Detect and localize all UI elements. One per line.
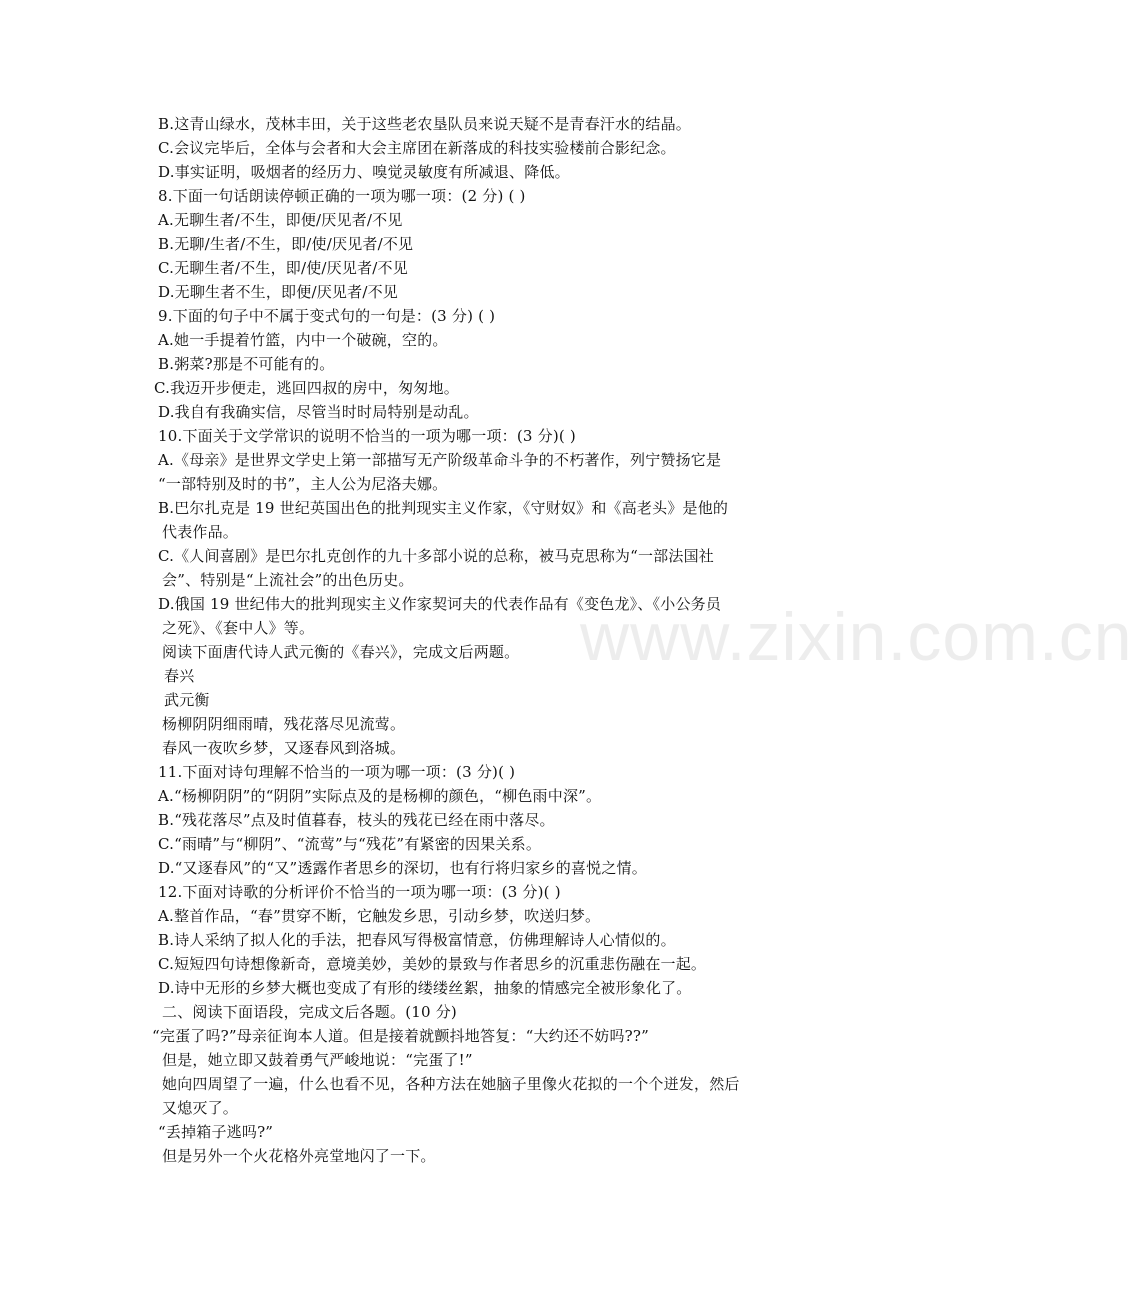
option-d: D.“又逐春风”的“又”透露作者思乡的深切，也有行将归家乡的喜悦之情。 bbox=[158, 859, 647, 877]
option-a: A.“杨柳阴阴”的“阴阴”实际点及的是杨柳的颜色，“柳色雨中深”。 bbox=[158, 787, 602, 805]
option-a: A.《母亲》是世界文学史上第一部描写无产阶级革命斗争的不朽著作，列宁赞扬它是 bbox=[158, 451, 722, 469]
option-b: B.“残花落尽”点及时值暮春，枝头的残花已经在雨中落尽。 bbox=[158, 811, 555, 829]
option-d: D.我自有我确实信，尽管当时时局特别是动乱。 bbox=[158, 403, 479, 421]
option-b: B.无聊/生者/不生，即/使/厌见者/不见 bbox=[158, 235, 414, 253]
text-line: D.事实证明，吸烟者的经历力、嗅觉灵敏度有所减退、降低。 bbox=[158, 163, 570, 181]
section-heading: 二、阅读下面语段，完成文后各题。(10 分) bbox=[162, 1003, 457, 1021]
poem-line: 杨柳阴阴细雨晴，残花落尽见流莺。 bbox=[162, 715, 406, 733]
option-a: A.无聊生者/不生，即便/厌见者/不见 bbox=[158, 211, 403, 229]
question-10: 10.下面关于文学常识的说明不恰当的一项为哪一项：(3 分)( ) bbox=[158, 427, 576, 445]
text-line: “一部特别及时的书”，主人公为尼洛夫娜。 bbox=[158, 475, 448, 493]
option-c: C.我迈开步便走，逃回四叔的房中，匆匆地。 bbox=[154, 379, 459, 397]
text-line: 会”、特别是“上流社会”的出色历史。 bbox=[162, 571, 414, 589]
passage-line: 但是另外一个火花格外亮堂地闪了一下。 bbox=[162, 1147, 436, 1165]
passage-line: 又熄灭了。 bbox=[162, 1099, 239, 1117]
poem-author: 武元衡 bbox=[164, 691, 210, 709]
option-c: C.无聊生者/不生，即/使/厌见者/不见 bbox=[158, 259, 408, 277]
question-11: 11.下面对诗句理解不恰当的一项为哪一项：(3 分)( ) bbox=[158, 763, 516, 781]
option-c: C.短短四句诗想像新奇，意境美妙，美妙的景致与作者思乡的沉重悲伤融在一起。 bbox=[158, 955, 707, 973]
passage-line: 但是，她立即又鼓着勇气严峻地说：“完蛋了!” bbox=[162, 1051, 473, 1069]
text-line: B.这青山绿水，茂林丰田，关于这些老农垦队员来说天疑不是青春汗水的结晶。 bbox=[158, 115, 691, 133]
option-d: D.俄国 19 世纪伟大的批判现实主义作家契诃夫的代表作品有《变色龙》、《小公务员 bbox=[158, 595, 722, 613]
reading-instruction: 阅读下面唐代诗人武元衡的《春兴》，完成文后两题。 bbox=[162, 643, 520, 661]
text-line: 之死》、《套中人》等。 bbox=[162, 619, 315, 637]
passage-line: “完蛋了吗?”母亲征询本人道。但是接着就颤抖地答复：“大约还不妨吗??” bbox=[152, 1027, 650, 1045]
option-d: D.诗中无形的乡梦大概也变成了有形的缕缕丝絮，抽象的情感完全被形象化了。 bbox=[158, 979, 692, 997]
option-b: B.巴尔扎克是 19 世纪英国出色的批判现实主义作家，《守财奴》和《高老头》是他的 bbox=[158, 499, 729, 517]
option-b: B.粥菜?那是不可能有的。 bbox=[158, 355, 335, 373]
option-b: B.诗人采纳了拟人化的手法，把春风写得极富情意，仿佛理解诗人心情似的。 bbox=[158, 931, 676, 949]
question-8: 8.下面一句话朗读停顿正确的一项为哪一项：(2 分) ( ) bbox=[158, 187, 526, 205]
text-line: C.会议完毕后，全体与会者和大会主席团在新落成的科技实验楼前合影纪念。 bbox=[158, 139, 676, 157]
poem-line: 春风一夜吹乡梦，又逐春风到洛城。 bbox=[162, 739, 406, 757]
option-c: C.“雨晴”与“柳阴”、“流莺”与“残花”有紧密的因果关系。 bbox=[158, 835, 542, 853]
question-9: 9.下面的句子中不属于变式句的一句是：(3 分) ( ) bbox=[158, 307, 496, 325]
option-d: D.无聊生者不生，即便/厌见者/不见 bbox=[158, 283, 398, 301]
option-a: A.她一手提着竹篮，内中一个破碗，空的。 bbox=[158, 331, 448, 349]
watermark: www.zixin.com.cn bbox=[580, 599, 1133, 675]
text-line: 代表作品。 bbox=[162, 523, 239, 541]
poem-title: 春兴 bbox=[164, 667, 195, 685]
passage-line: “丢掉箱子逃吗?” bbox=[158, 1123, 274, 1141]
question-12: 12.下面对诗歌的分析评价不恰当的一项为哪一项：(3 分)( ) bbox=[158, 883, 561, 901]
option-c: C.《人间喜剧》是巴尔扎克创作的九十多部小说的总称，被马克思称为“一部法国社 bbox=[158, 547, 714, 565]
passage-line: 她向四周望了一遍，什么也看不见，各种方法在她脑子里像火花拟的一个个迸发，然后 bbox=[162, 1075, 740, 1093]
option-a: A.整首作品，“春”贯穿不断，它触发乡思，引动乡梦，吹送归梦。 bbox=[158, 907, 601, 925]
